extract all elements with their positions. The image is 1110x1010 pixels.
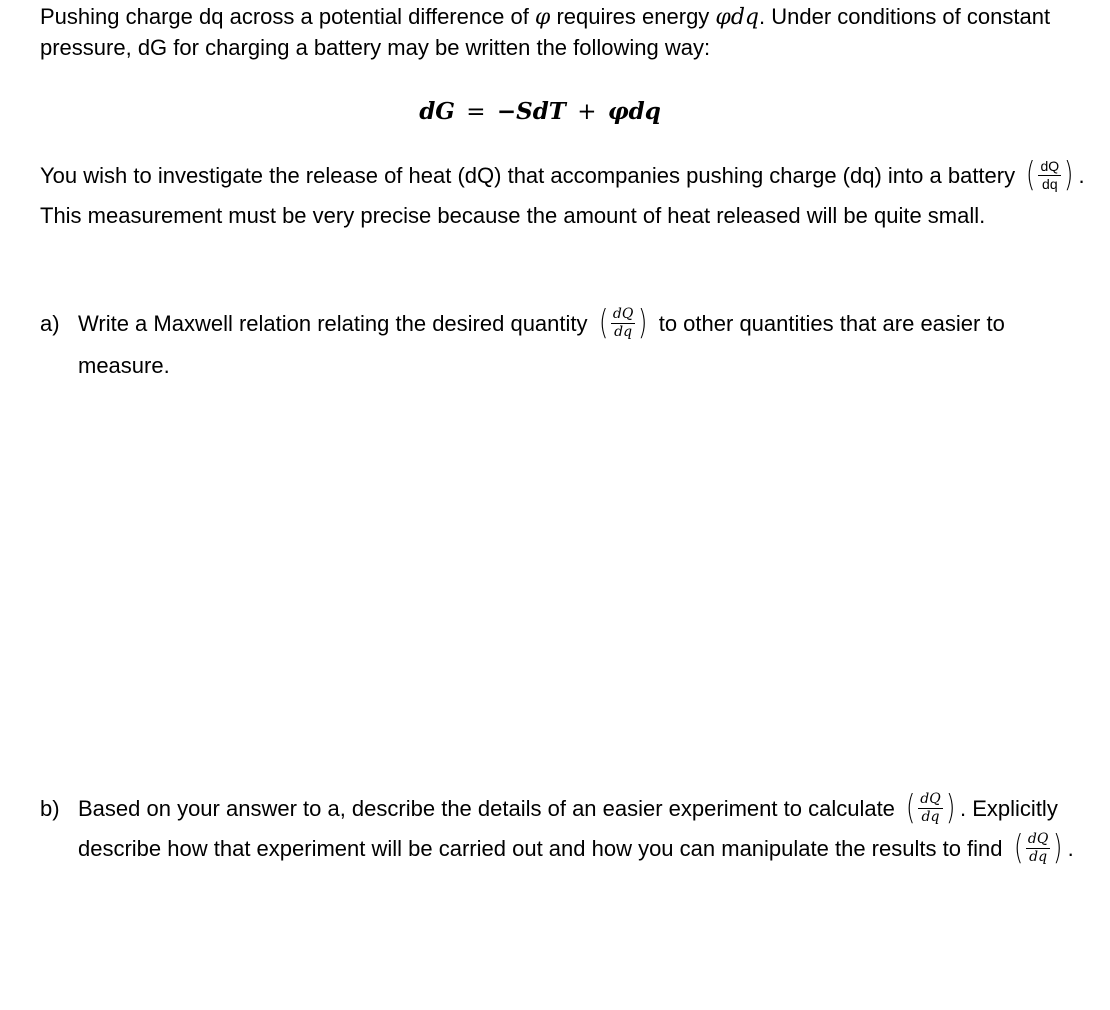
open-paren: ( (1013, 828, 1023, 869)
equation-plus: + (569, 99, 604, 125)
question-a-part1: Write a Maxwell relation relating the desired quantity (78, 311, 594, 336)
question-a-label: a) (40, 311, 60, 336)
close-paren: ) (1064, 155, 1074, 196)
question-b-label: b) (40, 796, 60, 821)
open-paren: ( (1026, 155, 1036, 196)
close-paren: ) (945, 788, 956, 829)
energy-expression: φdq (715, 5, 759, 30)
question-b (40, 789, 1090, 869)
dq-fraction (1012, 828, 1065, 869)
context-text: . This measurement must be very precise because the amount of heat released will be quite small. (40, 163, 1085, 228)
question-a-text (78, 303, 1090, 387)
fraction-denominator: dq (1029, 848, 1048, 865)
question-b-text (78, 789, 1090, 869)
gibbs-equation (0, 94, 1080, 129)
close-paren: ) (1053, 828, 1063, 869)
equation-lhs: dG (419, 98, 455, 125)
fraction-denominator: dq (614, 323, 633, 340)
equation-equals: = (458, 99, 493, 125)
open-paren: ( (906, 788, 916, 829)
open-paren: ( (598, 303, 608, 344)
phi-symbol: φ (534, 5, 551, 30)
intro-text: requires energy (550, 4, 716, 29)
intro-text: Pushing charge dq across a potential difference of (40, 4, 535, 29)
dq-fraction (904, 788, 957, 829)
fraction-denominator: dq (921, 808, 940, 825)
dq-fraction (1024, 155, 1075, 196)
intro-text: . Under conditions of constant pressure, dG for charging a battery may be written the following way: (40, 4, 1051, 60)
context-text: You wish to investigate the release of heat (dQ) that accompanies pushing charge (dq) into a battery (40, 163, 1022, 188)
context-paragraph (40, 156, 1090, 236)
equation-charge-term: φdq (607, 98, 661, 125)
close-paren: ) (638, 303, 648, 344)
question-b-part1: Based on your answer to a, describe the details of an easier experiment to calculate (78, 796, 902, 821)
fraction-numerator: dQ (612, 305, 634, 322)
question-b-part2: . Explicitly describe how that experiment will be carried out and how you can manipulate the results to find (78, 796, 1058, 861)
fraction-numerator: dQ (920, 790, 941, 807)
dq-fraction (597, 303, 650, 344)
equation-entropy-term: −SdT (496, 98, 566, 125)
intro-paragraph (40, 2, 1090, 63)
fraction-numerator: dQ (1040, 157, 1060, 174)
question-a-part2: to other quantities that are easier to measure. (78, 311, 1005, 378)
question-a (40, 303, 1090, 387)
fraction-numerator: dQ (1027, 830, 1049, 847)
question-b-part3: . (1067, 836, 1074, 861)
fraction-denominator: dq (1042, 175, 1058, 192)
